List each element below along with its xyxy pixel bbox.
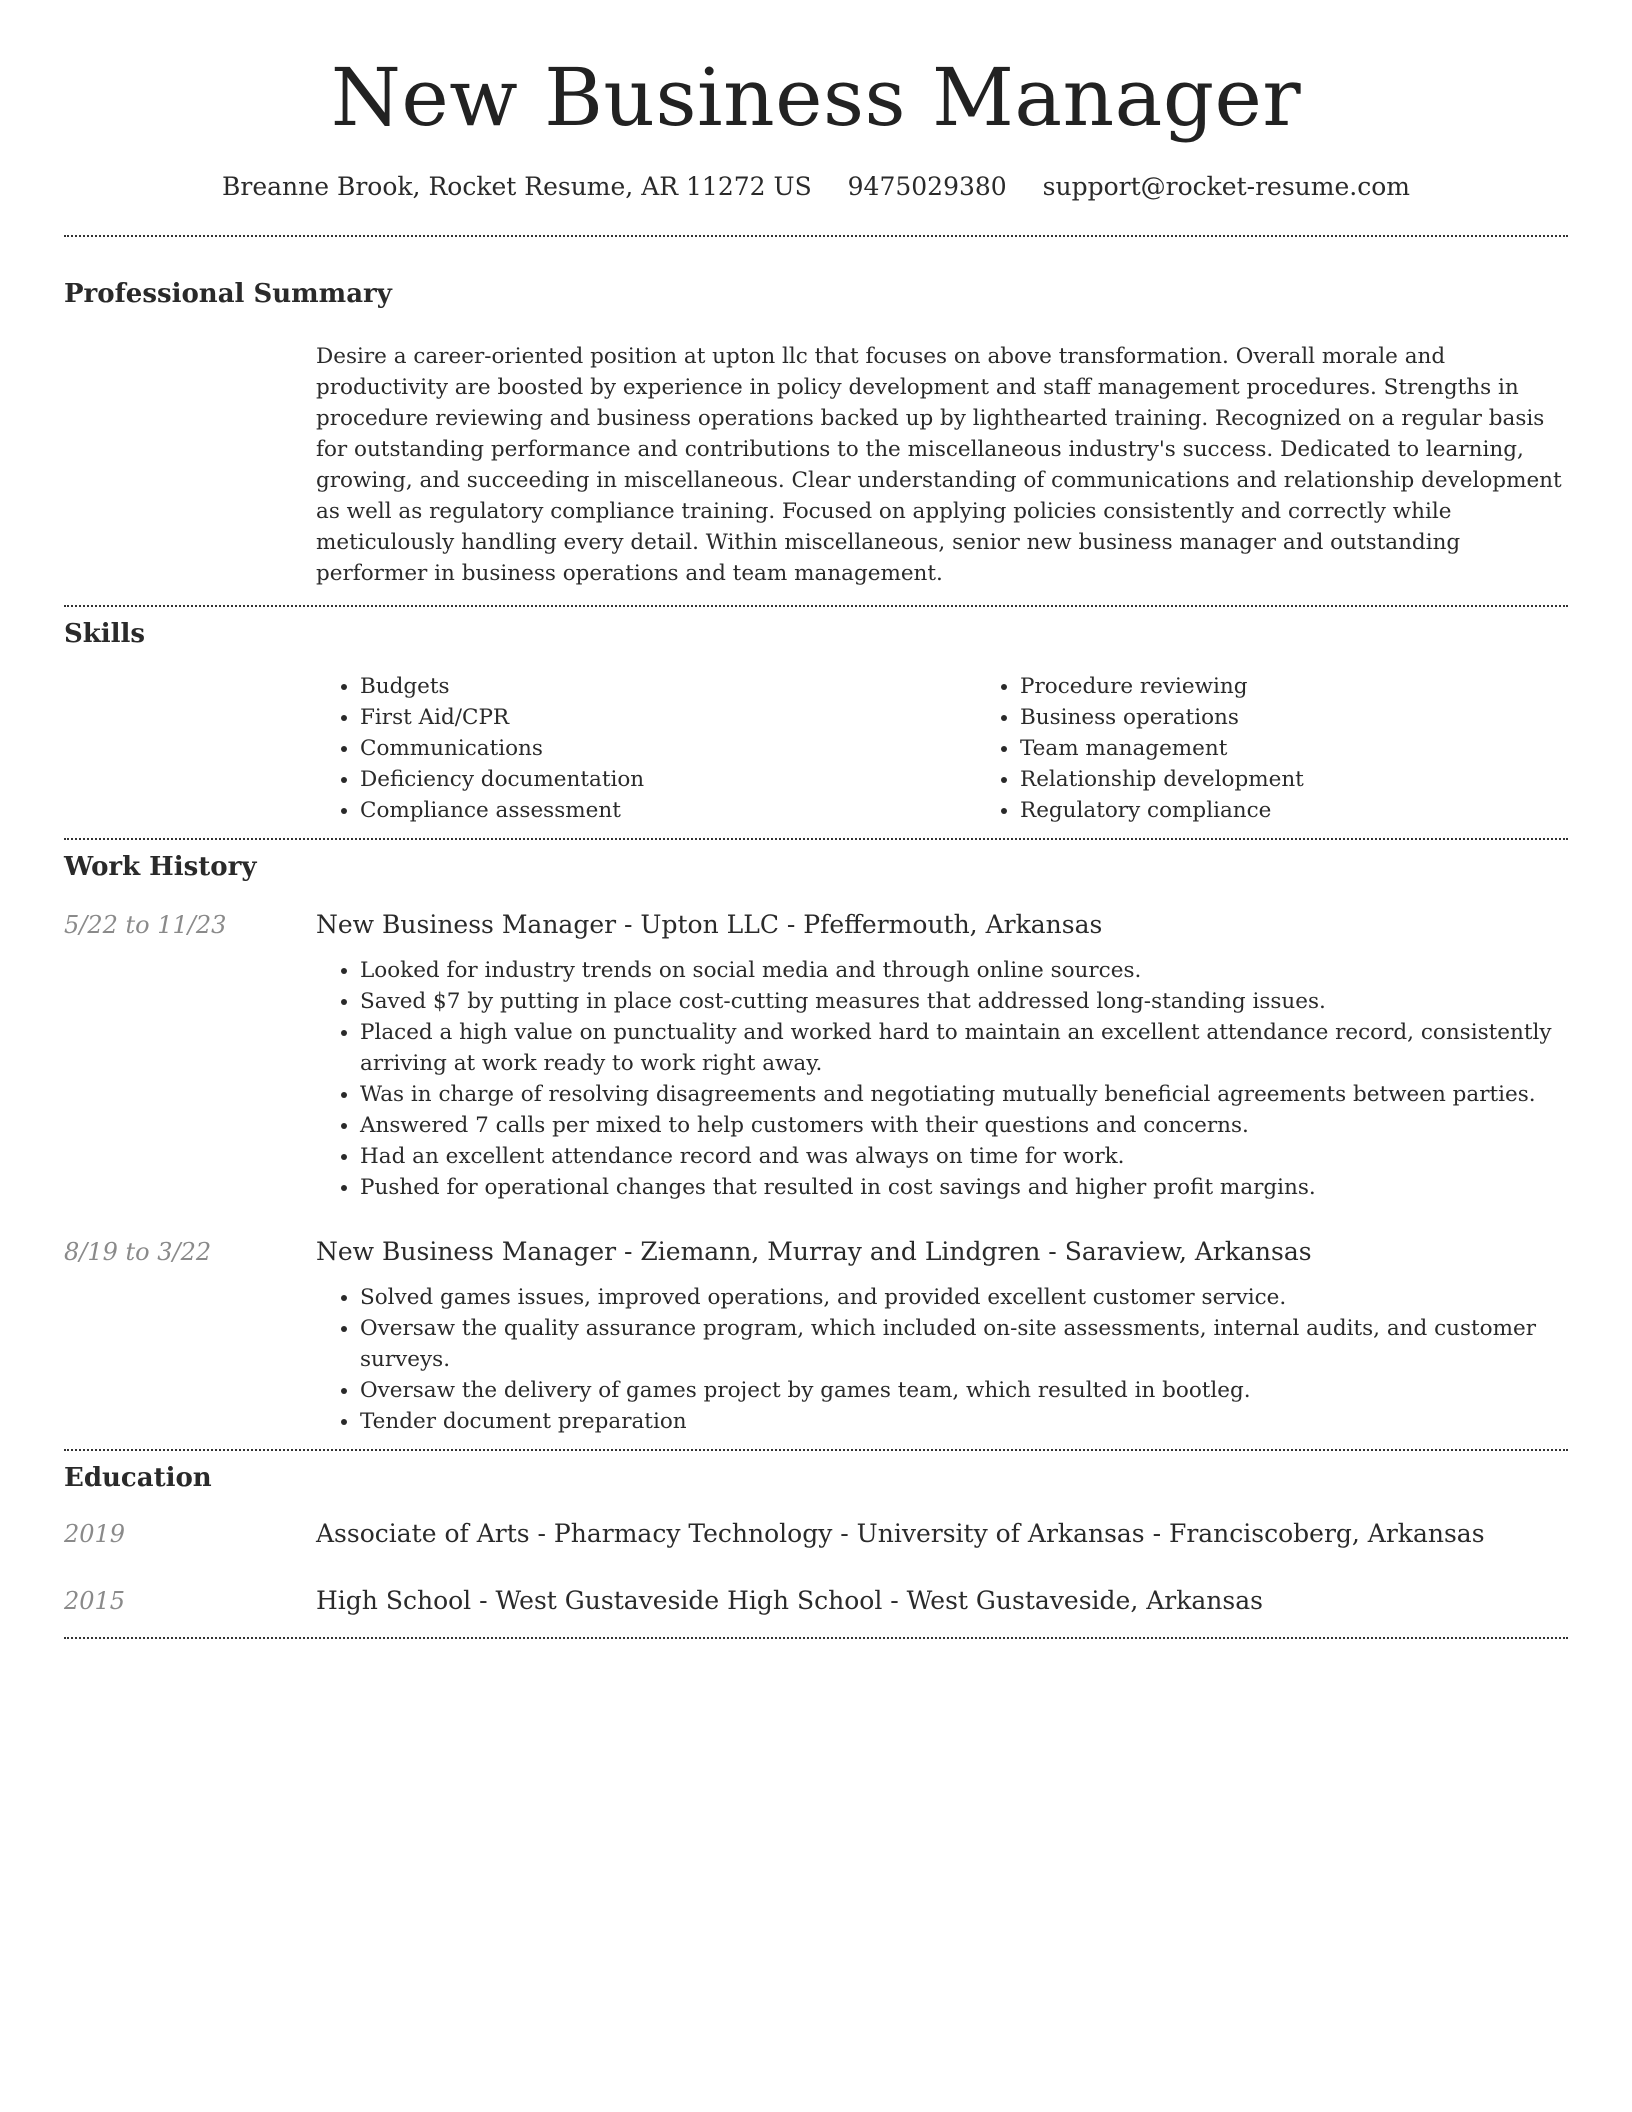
skill-item: • Business operations: [1020, 702, 1568, 733]
job-entry: [64, 1237, 1568, 1266]
skills-section: [64, 607, 1568, 838]
job-bullet: • Answered 7 calls per mixed to help customers with their questions and concerns.: [360, 1110, 1568, 1141]
work-heading: Work History: [64, 852, 257, 882]
summary-text: Desire a career-oriented position at upton llc that focuses on above transformation. Overall morale and productivity are boosted by experience in policy development and staff management procedures. Strengths in procedure reviewing and business operations backed up by lighthearted training. Recognized on a regular basis for outstanding performance and contributions to the miscellaneous industry's success. Dedicated to learning, growing, and succeeding in miscellaneous. Clear understanding of communications and relationship development as well as regulatory compliance training. Focused on applying policies consistently and correctly while meticulously handling every detail. Within miscellaneous, senior new business manager and outstanding performer in business operations and team management.: [316, 344, 1562, 586]
job-title: New Business Manager - Upton LLC - Pfeffermouth, Arkansas: [316, 910, 1103, 939]
contact-phone: 9475029380: [847, 172, 1007, 201]
job-bullet: • Saved $7 by putting in place cost-cutting measures that addressed long-standing issues.: [360, 986, 1568, 1017]
job-bullet: • Looked for industry trends on social media and through online sources.: [360, 955, 1568, 986]
job-bullet: • Placed a high value on punctuality and worked hard to maintain an excellent attendance record, consistently arriving at work ready to work right away.: [360, 1017, 1568, 1079]
skill-item: • Relationship development: [1020, 764, 1568, 795]
job-bullets: [316, 955, 1568, 1203]
job-bullet: • Oversaw the quality assurance program, which included on-site assessments, internal audits, and customer surveys.: [360, 1313, 1568, 1375]
job-dates: 5/22 to 11/23: [64, 911, 227, 939]
section-divider: [64, 1637, 1568, 1639]
job-bullets: [316, 1282, 1568, 1449]
education-title: High School - West Gustaveside High School - West Gustaveside, Arkansas: [316, 1586, 1263, 1615]
skill-item: • Deficiency documentation: [360, 764, 976, 795]
work-section: [64, 840, 1568, 1449]
education-title: Associate of Arts - Pharmacy Technology - University of Arkansas - Franciscoberg, Arkansas: [316, 1519, 1485, 1548]
skill-item: • Procedure reviewing: [1020, 671, 1568, 702]
job-bullet: • Solved games issues, improved operations, and provided excellent customer service.: [360, 1282, 1568, 1313]
job-bullet: • Tender document preparation: [360, 1406, 1568, 1437]
education-entry: [64, 1519, 1568, 1548]
summary-section: [64, 237, 1568, 605]
job-dates: 8/19 to 3/22: [64, 1238, 212, 1266]
skills-list: [316, 671, 1568, 838]
job-bullet: • Had an excellent attendance record and was always on time for work.: [360, 1141, 1568, 1172]
job-bullet: • Pushed for operational changes that resulted in cost savings and higher profit margins.: [360, 1172, 1568, 1203]
skill-item: • Compliance assessment: [360, 795, 976, 826]
education-heading: Education: [64, 1463, 212, 1493]
resume-title: New Business Manager: [330, 51, 1302, 144]
skill-item: • First Aid/CPR: [360, 702, 976, 733]
skills-heading: Skills: [64, 619, 146, 649]
skills-column-left: [316, 671, 976, 826]
education-year: 2019: [64, 1520, 126, 1548]
education-section: [64, 1451, 1568, 1637]
contact-address: Breanne Brook, Rocket Resume, AR 11272 US: [222, 172, 812, 201]
contact-line: [64, 172, 1568, 201]
education-year: 2015: [64, 1587, 126, 1615]
contact-email: support@rocket-resume.com: [1042, 172, 1410, 201]
job-title: New Business Manager - Ziemann, Murray and Lindgren - Saraview, Arkansas: [316, 1237, 1312, 1266]
skill-item: • Budgets: [360, 671, 976, 702]
skill-item: • Regulatory compliance: [1020, 795, 1568, 826]
job-bullet: • Was in charge of resolving disagreements and negotiating mutually beneficial agreements between parties.: [360, 1079, 1568, 1110]
skill-item: • Team management: [1020, 733, 1568, 764]
skill-item: • Communications: [360, 733, 976, 764]
job-entry: [64, 910, 1568, 939]
job-bullet: • Oversaw the delivery of games project by games team, which resulted in bootleg.: [360, 1375, 1568, 1406]
education-entry: [64, 1586, 1568, 1637]
summary-heading: Professional Summary: [64, 279, 392, 309]
skills-column-right: [976, 671, 1568, 826]
